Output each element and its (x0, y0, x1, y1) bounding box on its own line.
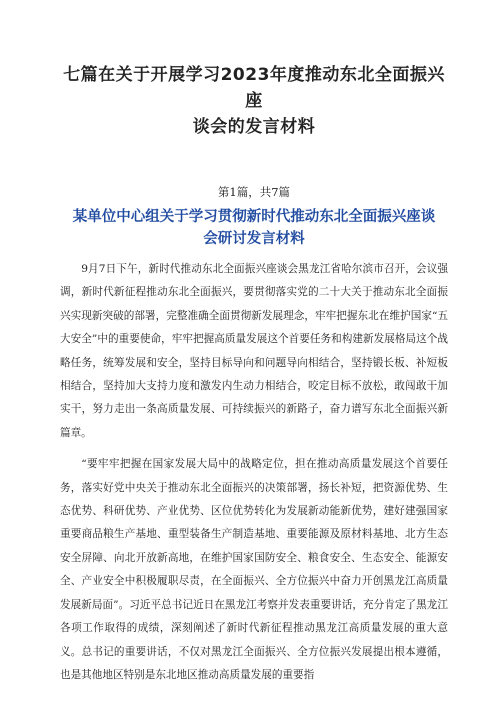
body-text (60, 258, 448, 687)
section-heading-line-2: 会研讨发言材料 (203, 231, 305, 247)
body-paragraph-1: 9月7日下午，新时代推动东北全面振兴座谈会黑龙江省哈尔滨市召开，会议强调，新时代新征程推动东北全面振兴，要贯彻落实党的二十大关于推动东北全面振兴实现新突破的部署，完整准确全面贯彻新发展理念，牢牢把握东北在维护国家“五大安全”中的重要使命，牢牢把握高质量发展这个首要任务和构建新发展格局这个战略任务，统筹发展和安全，坚持目标导向和问题导向相结合，坚持锻长板、补短板相结合，坚持加大支持力度和激发内生动力相结合，咬定目标不放松，敢闯敢干加实干，努力走出一条高质量发展、可持续振兴的新路子，奋力谱写东北全面振兴新篇章。 (60, 263, 448, 439)
section-heading-line-1: 某单位中心组关于学习贯彻新时代推动东北全面振兴座谈 (72, 209, 436, 225)
section-counter: 第1篇，共7篇 (217, 185, 291, 199)
document-title-line-2: 谈会的发言材料 (192, 117, 316, 137)
section-heading (60, 206, 448, 250)
document-title-line-1: 七篇在关于开展学习2023年度推动东北全面振兴座 (63, 65, 445, 111)
body-paragraph-2: “要牢牢把握在国家发展大局中的战略定位，担在推动高质量发展这个首要任务，落实好党中央关于推动东北全面振兴的决策部署，扬长补短，把资源优势、生态优势、科研优势、产业优势、区位优势转化为发展新动能新优势，建好建强国家重要商品粮生产基地、重型装备生产制造基地、重要能源及原材料基地、北方生态安全屏障、向北开放新高地，在维护国家国防安全、粮食安全、生态安全、能源安全、产业安全中积极履职尽责，在全面振兴、全方位振兴中奋力开创黑龙江高质量发展新局面”。习近平总书记近日在黑龙江考察并发表重要讲话，充分肯定了黑龙江各项工作取得的成绩，深刻阐述了新时代新征程推动黑龙江高质量发展的重大意义。总书记的重要讲话，不仅对黑龙江全面振兴、全方位振兴发展提出根本遵循，也是其他地区特别是东北地区推动高质量发展的重要指 (60, 458, 448, 681)
document-title (60, 62, 448, 140)
